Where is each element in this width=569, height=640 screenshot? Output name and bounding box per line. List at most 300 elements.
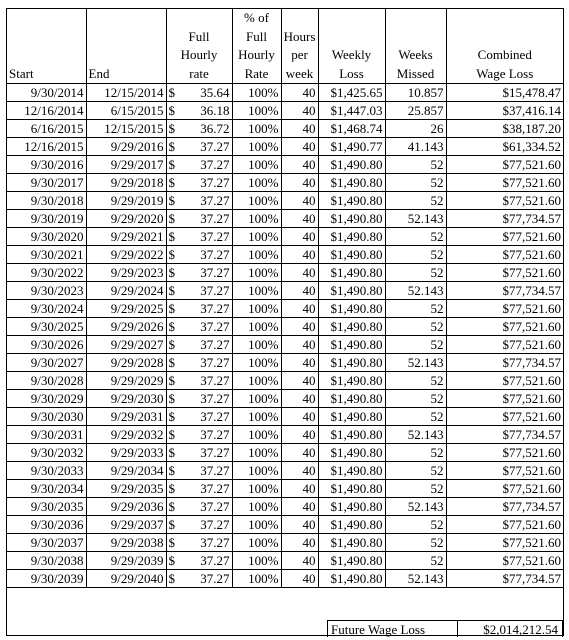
end-cell: 9/29/2025 [86, 300, 166, 318]
pct-cell: 100% [232, 408, 281, 426]
combined-loss-cell: $77,521.60 [446, 390, 563, 408]
pct-cell: 100% [232, 84, 281, 102]
currency-symbol: $ [168, 373, 175, 388]
table-row [7, 570, 563, 588]
weeks-missed-cell: 52.143 [385, 570, 446, 588]
start-cell: 12/16/2015 [7, 138, 86, 156]
hours-cell: 40 [281, 516, 318, 534]
hourly-rate-value: 37.27 [200, 193, 230, 208]
weekly-loss-cell: $1,490.80 [318, 408, 385, 426]
hours-cell: 40 [281, 498, 318, 516]
weekly-loss-cell: $1,490.80 [318, 390, 385, 408]
currency-symbol: $ [168, 445, 175, 460]
weekly-loss-cell: $1,490.80 [318, 552, 385, 570]
weeks-missed-cell: 52 [385, 444, 446, 462]
header-weeks-line: Missed [396, 65, 435, 81]
weekly-loss-cell: $1,490.80 [318, 534, 385, 552]
weeks-missed-cell: 52 [385, 372, 446, 390]
rate-cell [166, 552, 232, 570]
hours-cell: 40 [281, 228, 318, 246]
header-end: End [86, 9, 166, 84]
currency-symbol: $ [168, 85, 175, 100]
currency-symbol: $ [168, 517, 175, 532]
wage-loss-table [7, 9, 563, 588]
header-pct-line: Hourly [238, 47, 275, 62]
pct-cell: 100% [232, 318, 281, 336]
weeks-missed-cell: 52 [385, 246, 446, 264]
weekly-loss-cell: $1,490.80 [318, 498, 385, 516]
combined-loss-cell: $77,521.60 [446, 174, 563, 192]
table-row [7, 336, 563, 354]
hourly-rate-value: 37.27 [200, 391, 230, 406]
rate-cell [166, 102, 232, 120]
pct-cell: 100% [232, 156, 281, 174]
header-weeks-line: Weeks [398, 47, 433, 62]
weeks-missed-cell: 52.143 [385, 282, 446, 300]
hours-cell: 40 [281, 210, 318, 228]
combined-loss-cell: $77,521.60 [446, 408, 563, 426]
weekly-loss-cell: $1,468.74 [318, 120, 385, 138]
pct-cell: 100% [232, 444, 281, 462]
rate-cell [166, 372, 232, 390]
combined-loss-cell: $15,478.47 [446, 84, 563, 102]
currency-symbol: $ [168, 391, 175, 406]
hours-cell: 40 [281, 372, 318, 390]
weeks-missed-cell: 52 [385, 318, 446, 336]
rate-cell [166, 444, 232, 462]
rate-cell [166, 498, 232, 516]
hours-cell: 40 [281, 120, 318, 138]
pct-cell: 100% [232, 282, 281, 300]
start-cell: 9/30/2021 [7, 246, 86, 264]
weeks-missed-cell: 41.143 [385, 138, 446, 156]
hours-cell: 40 [281, 174, 318, 192]
table-row [7, 372, 563, 390]
weeks-missed-cell: 52.143 [385, 210, 446, 228]
table-row [7, 264, 563, 282]
start-cell: 9/30/2035 [7, 498, 86, 516]
header-start: Start [7, 9, 86, 84]
pct-cell: 100% [232, 426, 281, 444]
end-cell: 6/15/2015 [86, 102, 166, 120]
currency-symbol: $ [168, 247, 175, 262]
rate-cell [166, 138, 232, 156]
start-cell: 9/30/2016 [7, 156, 86, 174]
combined-loss-cell: $38,187.20 [446, 120, 563, 138]
start-cell: 9/30/2027 [7, 354, 86, 372]
total-value: $2,014,212.54 [458, 620, 563, 637]
weekly-loss-cell: $1,490.77 [318, 138, 385, 156]
combined-loss-cell: $77,734.57 [446, 210, 563, 228]
end-cell: 9/29/2021 [86, 228, 166, 246]
end-cell: 12/15/2015 [86, 120, 166, 138]
rate-cell [166, 84, 232, 102]
combined-loss-cell: $77,521.60 [446, 534, 563, 552]
rate-cell [166, 480, 232, 498]
weekly-loss-cell: $1,490.80 [318, 336, 385, 354]
start-cell: 9/30/2029 [7, 390, 86, 408]
weeks-missed-cell: 52 [385, 462, 446, 480]
start-cell: 9/30/2020 [7, 228, 86, 246]
start-cell: 9/30/2038 [7, 552, 86, 570]
end-cell: 9/29/2019 [86, 192, 166, 210]
weekly-loss-cell: $1,490.80 [318, 462, 385, 480]
hourly-rate-value: 37.27 [200, 139, 230, 154]
hourly-rate-value: 37.27 [200, 319, 230, 334]
table-row [7, 552, 563, 570]
hourly-rate-value: 37.27 [200, 337, 230, 352]
combined-loss-cell: $77,521.60 [446, 246, 563, 264]
table-row [7, 462, 563, 480]
combined-loss-cell: $77,521.60 [446, 228, 563, 246]
hours-cell: 40 [281, 552, 318, 570]
start-cell: 9/30/2023 [7, 282, 86, 300]
hourly-rate-value: 37.27 [200, 283, 230, 298]
start-cell: 9/30/2033 [7, 462, 86, 480]
end-cell: 9/29/2029 [86, 372, 166, 390]
weekly-loss-cell: $1,490.80 [318, 192, 385, 210]
hourly-rate-value: 37.27 [200, 499, 230, 514]
weekly-loss-cell: $1,490.80 [318, 300, 385, 318]
currency-symbol: $ [168, 535, 175, 550]
currency-symbol: $ [168, 103, 175, 118]
weeks-missed-cell: 52 [385, 228, 446, 246]
end-cell: 9/29/2016 [86, 138, 166, 156]
weekly-loss-cell: $1,490.80 [318, 444, 385, 462]
weekly-loss-cell: $1,490.80 [318, 282, 385, 300]
weekly-loss-cell: $1,490.80 [318, 156, 385, 174]
combined-loss-cell: $77,521.60 [446, 462, 563, 480]
table-row [7, 192, 563, 210]
hourly-rate-value: 37.27 [200, 373, 230, 388]
header-pct [232, 9, 281, 84]
rate-cell [166, 570, 232, 588]
header-pct-line: Full [246, 28, 267, 44]
table-row [7, 120, 563, 138]
hours-cell: 40 [281, 318, 318, 336]
hours-cell: 40 [281, 390, 318, 408]
start-cell: 9/30/2018 [7, 192, 86, 210]
weekly-loss-cell: $1,490.80 [318, 246, 385, 264]
weeks-missed-cell: 52 [385, 480, 446, 498]
weeks-missed-cell: 52.143 [385, 498, 446, 516]
table-row [7, 498, 563, 516]
weeks-missed-cell: 25.857 [385, 102, 446, 120]
pct-cell: 100% [232, 246, 281, 264]
hourly-rate-value: 37.27 [200, 229, 230, 244]
future-wage-loss-total [327, 620, 563, 637]
total-label: Future Wage Loss [327, 620, 458, 637]
weekly-loss-cell: $1,490.80 [318, 228, 385, 246]
currency-symbol: $ [168, 229, 175, 244]
rate-cell [166, 318, 232, 336]
currency-symbol: $ [168, 193, 175, 208]
rate-cell [166, 516, 232, 534]
weeks-missed-cell: 52 [385, 174, 446, 192]
weeks-missed-cell: 52 [385, 156, 446, 174]
start-cell: 9/30/2024 [7, 300, 86, 318]
weekly-loss-cell: $1,490.80 [318, 174, 385, 192]
end-cell: 9/29/2026 [86, 318, 166, 336]
table-row [7, 174, 563, 192]
end-cell: 9/29/2040 [86, 570, 166, 588]
combined-loss-cell: $77,734.57 [446, 498, 563, 516]
table-row [7, 318, 563, 336]
start-cell: 9/30/2022 [7, 264, 86, 282]
start-cell: 9/30/2026 [7, 336, 86, 354]
start-cell: 9/30/2019 [7, 210, 86, 228]
rate-cell [166, 300, 232, 318]
table-row [7, 354, 563, 372]
rate-cell [166, 534, 232, 552]
hourly-rate-value: 37.27 [200, 301, 230, 316]
pct-cell: 100% [232, 300, 281, 318]
table-row [7, 300, 563, 318]
end-cell: 9/29/2034 [86, 462, 166, 480]
hours-cell: 40 [281, 156, 318, 174]
combined-loss-cell: $77,521.60 [446, 552, 563, 570]
combined-loss-cell: $77,521.60 [446, 156, 563, 174]
end-cell: 9/29/2018 [86, 174, 166, 192]
header-rate-line: Hourly [180, 47, 218, 62]
weeks-missed-cell: 10.857 [385, 84, 446, 102]
pct-cell: 100% [232, 102, 281, 120]
header-pct-line: Rate [244, 65, 269, 81]
hourly-rate-value: 37.27 [200, 535, 230, 550]
start-cell: 9/30/2032 [7, 444, 86, 462]
rate-cell [166, 228, 232, 246]
end-cell: 9/29/2033 [86, 444, 166, 462]
table-row [7, 390, 563, 408]
rate-cell [166, 264, 232, 282]
end-cell: 9/29/2031 [86, 408, 166, 426]
rate-cell [166, 192, 232, 210]
pct-cell: 100% [232, 498, 281, 516]
table-row [7, 534, 563, 552]
currency-symbol: $ [168, 283, 175, 298]
rate-cell [166, 426, 232, 444]
pct-cell: 100% [232, 372, 281, 390]
header-weeks [385, 9, 446, 84]
hours-cell: 40 [281, 84, 318, 102]
combined-loss-cell: $77,521.60 [446, 372, 563, 390]
start-cell: 9/30/2034 [7, 480, 86, 498]
hours-cell: 40 [281, 444, 318, 462]
weekly-loss-cell: $1,490.80 [318, 318, 385, 336]
combined-loss-cell: $77,734.57 [446, 354, 563, 372]
hours-cell: 40 [281, 426, 318, 444]
end-cell: 9/29/2024 [86, 282, 166, 300]
rate-cell [166, 462, 232, 480]
currency-symbol: $ [168, 337, 175, 352]
table-row [7, 480, 563, 498]
hourly-rate-value: 37.27 [200, 175, 230, 190]
pct-cell: 100% [232, 174, 281, 192]
header-rate-line: rate [189, 65, 209, 81]
combined-loss-cell: $61,334.52 [446, 138, 563, 156]
hourly-rate-value: 37.27 [200, 445, 230, 460]
weekly-loss-cell: $1,490.80 [318, 570, 385, 588]
weekly-loss-cell: $1,490.80 [318, 426, 385, 444]
hourly-rate-value: 37.27 [200, 481, 230, 496]
rate-cell [166, 282, 232, 300]
start-cell: 9/30/2030 [7, 408, 86, 426]
header-weekly [318, 9, 385, 84]
pct-cell: 100% [232, 552, 281, 570]
hours-cell: 40 [281, 336, 318, 354]
hourly-rate-value: 37.27 [200, 211, 230, 226]
pct-cell: 100% [232, 264, 281, 282]
rate-cell [166, 120, 232, 138]
currency-symbol: $ [168, 571, 175, 586]
header-combined [446, 9, 563, 84]
weekly-loss-cell: $1,425.65 [318, 84, 385, 102]
start-cell: 9/30/2017 [7, 174, 86, 192]
pct-cell: 100% [232, 210, 281, 228]
end-cell: 9/29/2032 [86, 426, 166, 444]
hourly-rate-value: 37.27 [200, 157, 230, 172]
hourly-rate-value: 37.27 [200, 571, 230, 586]
hours-cell: 40 [281, 354, 318, 372]
table-row [7, 156, 563, 174]
end-cell: 9/29/2020 [86, 210, 166, 228]
currency-symbol: $ [168, 121, 175, 136]
currency-symbol: $ [168, 157, 175, 172]
header-combined-line: Wage Loss [476, 65, 534, 81]
end-cell: 9/29/2030 [86, 390, 166, 408]
pct-cell: 100% [232, 138, 281, 156]
currency-symbol: $ [168, 481, 175, 496]
weekly-loss-cell: $1,490.80 [318, 354, 385, 372]
pct-cell: 100% [232, 120, 281, 138]
end-cell: 9/29/2039 [86, 552, 166, 570]
combined-loss-cell: $37,416.14 [446, 102, 563, 120]
table-row [7, 210, 563, 228]
table-row [7, 426, 563, 444]
hours-cell: 40 [281, 462, 318, 480]
wage-loss-sheet [6, 8, 564, 636]
combined-loss-cell: $77,521.60 [446, 318, 563, 336]
end-cell: 9/29/2037 [86, 516, 166, 534]
weeks-missed-cell: 52.143 [385, 426, 446, 444]
hourly-rate-value: 36.72 [200, 121, 230, 136]
end-cell: 9/29/2027 [86, 336, 166, 354]
combined-loss-cell: $77,521.60 [446, 300, 563, 318]
hourly-rate-value: 37.27 [200, 409, 230, 424]
hours-cell: 40 [281, 300, 318, 318]
currency-symbol: $ [168, 139, 175, 154]
pct-cell: 100% [232, 570, 281, 588]
header-hours [281, 9, 318, 84]
currency-symbol: $ [168, 499, 175, 514]
hours-cell: 40 [281, 534, 318, 552]
header-pct-line: % of [244, 10, 269, 25]
start-cell: 9/30/2039 [7, 570, 86, 588]
end-cell: 12/15/2014 [86, 84, 166, 102]
header-weekly-line: Weekly [331, 47, 372, 62]
end-cell: 9/29/2022 [86, 246, 166, 264]
rate-cell [166, 246, 232, 264]
weeks-missed-cell: 52 [385, 264, 446, 282]
weeks-missed-cell: 52 [385, 192, 446, 210]
rate-cell [166, 156, 232, 174]
weeks-missed-cell: 52 [385, 408, 446, 426]
currency-symbol: $ [168, 355, 175, 370]
start-cell: 6/16/2015 [7, 120, 86, 138]
end-cell: 9/29/2028 [86, 354, 166, 372]
table-row [7, 84, 563, 102]
weeks-missed-cell: 52 [385, 336, 446, 354]
hourly-rate-value: 37.27 [200, 517, 230, 532]
hourly-rate-value: 37.27 [200, 265, 230, 280]
start-cell: 9/30/2025 [7, 318, 86, 336]
currency-symbol: $ [168, 301, 175, 316]
weekly-loss-cell: $1,490.80 [318, 516, 385, 534]
weeks-missed-cell: 52 [385, 552, 446, 570]
pct-cell: 100% [232, 462, 281, 480]
combined-loss-cell: $77,521.60 [446, 336, 563, 354]
table-row [7, 444, 563, 462]
combined-loss-cell: $77,521.60 [446, 516, 563, 534]
currency-symbol: $ [168, 463, 175, 478]
combined-loss-cell: $77,521.60 [446, 264, 563, 282]
currency-symbol: $ [168, 553, 175, 568]
start-cell: 9/30/2036 [7, 516, 86, 534]
weekly-loss-cell: $1,447.03 [318, 102, 385, 120]
hours-cell: 40 [281, 246, 318, 264]
combined-loss-cell: $77,734.57 [446, 570, 563, 588]
weeks-missed-cell: 26 [385, 120, 446, 138]
table-row [7, 408, 563, 426]
table-row [7, 516, 563, 534]
pct-cell: 100% [232, 228, 281, 246]
currency-symbol: $ [168, 211, 175, 226]
header-combined-line: Combined [477, 47, 532, 62]
combined-loss-cell: $77,521.60 [446, 480, 563, 498]
pct-cell: 100% [232, 390, 281, 408]
rate-cell [166, 210, 232, 228]
table-row [7, 138, 563, 156]
header-weekly-line: Loss [339, 65, 364, 81]
rate-cell [166, 390, 232, 408]
start-cell: 12/16/2014 [7, 102, 86, 120]
hours-cell: 40 [281, 282, 318, 300]
hourly-rate-value: 37.27 [200, 463, 230, 478]
hourly-rate-value: 37.27 [200, 427, 230, 442]
table-row [7, 102, 563, 120]
hours-cell: 40 [281, 138, 318, 156]
end-cell: 9/29/2038 [86, 534, 166, 552]
header-hours-line: week [285, 65, 314, 81]
header-hours-line: per [291, 47, 308, 62]
header-row [7, 9, 563, 84]
currency-symbol: $ [168, 265, 175, 280]
rate-cell [166, 354, 232, 372]
table-row [7, 228, 563, 246]
start-cell: 9/30/2037 [7, 534, 86, 552]
pct-cell: 100% [232, 354, 281, 372]
weeks-missed-cell: 52 [385, 516, 446, 534]
weekly-loss-cell: $1,490.80 [318, 210, 385, 228]
end-cell: 9/29/2035 [86, 480, 166, 498]
start-cell: 9/30/2031 [7, 426, 86, 444]
weeks-missed-cell: 52 [385, 390, 446, 408]
combined-loss-cell: $77,734.57 [446, 282, 563, 300]
combined-loss-cell: $77,734.57 [446, 426, 563, 444]
combined-loss-cell: $77,521.60 [446, 444, 563, 462]
hourly-rate-value: 36.18 [200, 103, 230, 118]
header-rate [166, 9, 232, 84]
